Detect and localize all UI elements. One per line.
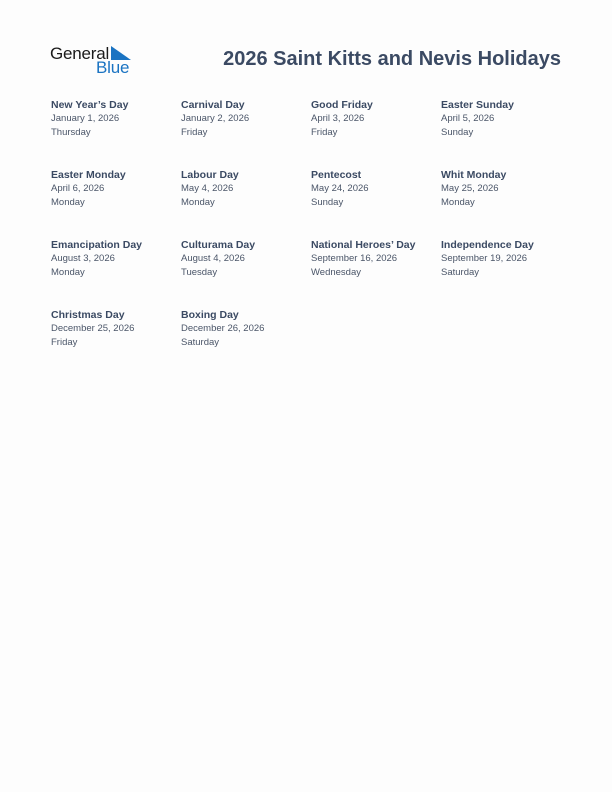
holiday-weekday: Monday bbox=[51, 196, 85, 208]
holiday-date: April 6, 2026 bbox=[51, 183, 105, 194]
holiday-weekday: Monday bbox=[51, 266, 85, 278]
holiday-weekday: Monday bbox=[181, 196, 215, 208]
holiday-item bbox=[311, 168, 439, 209]
holiday-date: January 1, 2026 bbox=[51, 113, 120, 124]
holiday-name: Whit Monday bbox=[441, 169, 507, 181]
holiday-item bbox=[51, 168, 179, 209]
holiday-name: New Year’s Day bbox=[51, 99, 129, 111]
holiday-date: December 26, 2026 bbox=[181, 323, 265, 334]
holiday-date: April 5, 2026 bbox=[441, 113, 495, 124]
holiday-date: September 16, 2026 bbox=[311, 253, 398, 264]
holiday-name: Boxing Day bbox=[181, 309, 239, 321]
holiday-item bbox=[181, 308, 309, 349]
holiday-weekday: Saturday bbox=[441, 266, 480, 278]
holiday-date: January 2, 2026 bbox=[181, 113, 250, 124]
holiday-name: Emancipation Day bbox=[51, 239, 143, 251]
holiday-weekday: Friday bbox=[181, 126, 208, 138]
holiday-item bbox=[311, 98, 439, 139]
holiday-date: September 19, 2026 bbox=[441, 253, 528, 264]
holiday-item bbox=[181, 98, 309, 139]
holiday-weekday: Monday bbox=[441, 196, 475, 208]
page-title: 2026 Saint Kitts and Nevis Holidays bbox=[223, 48, 561, 70]
holiday-item bbox=[311, 238, 439, 279]
holiday-item bbox=[181, 168, 309, 209]
holiday-date: May 4, 2026 bbox=[181, 183, 234, 194]
holiday-name: Independence Day bbox=[441, 239, 534, 251]
holiday-item bbox=[181, 238, 309, 279]
holiday-date: December 25, 2026 bbox=[51, 323, 135, 334]
holiday-item bbox=[441, 238, 569, 279]
holiday-weekday: Wednesday bbox=[311, 266, 361, 278]
holiday-item bbox=[51, 238, 179, 279]
holiday-weekday: Saturday bbox=[181, 336, 220, 348]
holiday-weekday: Sunday bbox=[441, 126, 474, 138]
holiday-date: May 25, 2026 bbox=[441, 183, 499, 194]
holiday-item bbox=[441, 168, 569, 209]
logo-word-blue: Blue bbox=[96, 58, 130, 77]
holiday-name: Christmas Day bbox=[51, 309, 125, 321]
logo-word-general: General bbox=[50, 44, 110, 63]
holiday-weekday: Thursday bbox=[51, 126, 91, 138]
holiday-name: Labour Day bbox=[181, 169, 239, 181]
holiday-name: National Heroes’ Day bbox=[311, 239, 416, 251]
holiday-date: August 4, 2026 bbox=[181, 253, 245, 264]
holiday-date: August 3, 2026 bbox=[51, 253, 115, 264]
generalblue-logo bbox=[50, 44, 134, 78]
holiday-name: Easter Sunday bbox=[441, 99, 514, 111]
holiday-name: Culturama Day bbox=[181, 239, 256, 251]
holiday-weekday: Friday bbox=[311, 126, 338, 138]
holiday-name: Carnival Day bbox=[181, 99, 245, 111]
holiday-weekday: Tuesday bbox=[181, 266, 218, 278]
holiday-name: Good Friday bbox=[311, 99, 373, 111]
holiday-date: April 3, 2026 bbox=[311, 113, 365, 124]
holiday-name: Easter Monday bbox=[51, 169, 126, 181]
holiday-item bbox=[51, 308, 179, 349]
holiday-weekday: Friday bbox=[51, 336, 78, 348]
holiday-item bbox=[51, 98, 179, 139]
holiday-name: Pentecost bbox=[311, 169, 362, 181]
holiday-date: May 24, 2026 bbox=[311, 183, 369, 194]
holiday-weekday: Sunday bbox=[311, 196, 344, 208]
holiday-item bbox=[441, 98, 569, 139]
